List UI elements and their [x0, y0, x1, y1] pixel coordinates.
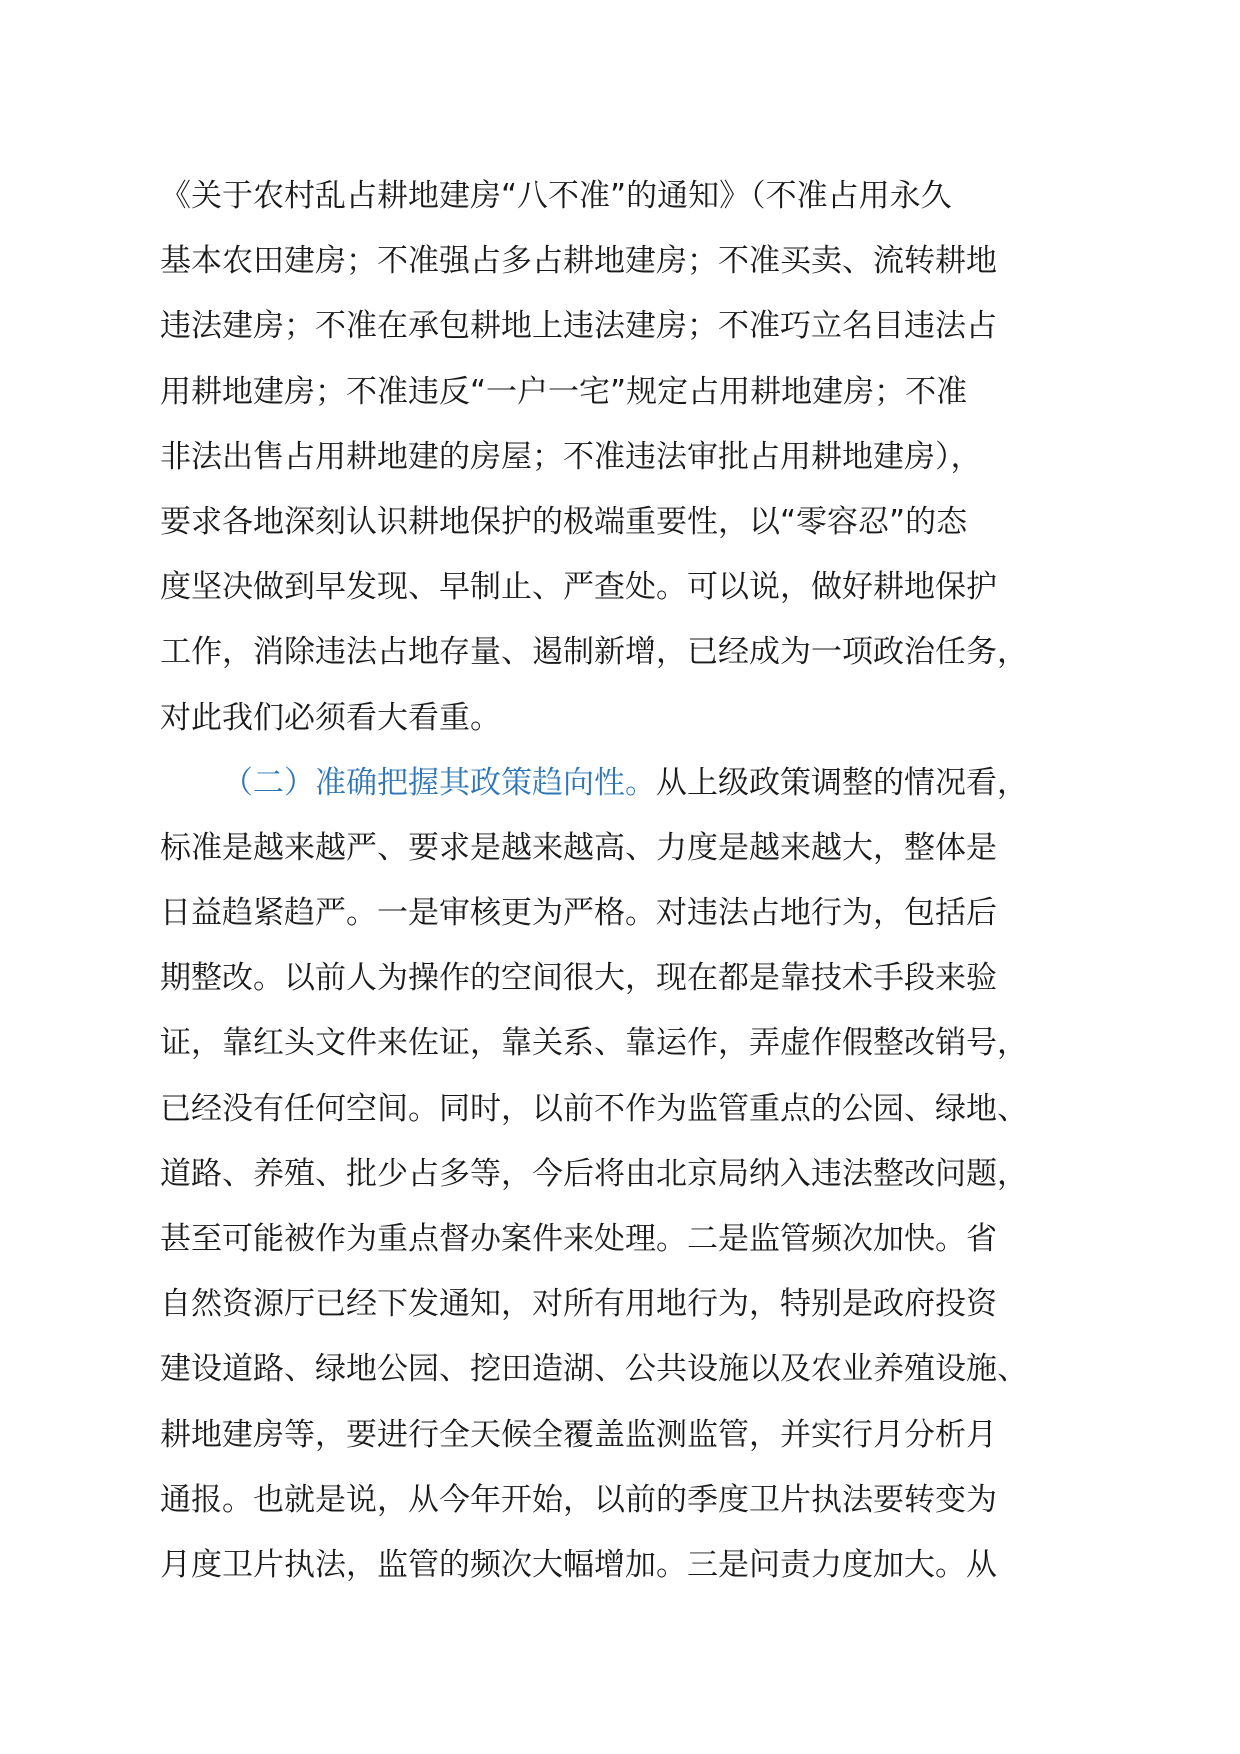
text-line: 工作，消除违法占地存量、遏制新增，已经成为一项政治任务，: [160, 634, 1028, 671]
text-line: 期整改。以前人为操作的空间很大，现在都是靠技术手段来验: [160, 960, 997, 997]
text-line: 证，靠红头文件来佐证，靠关系、靠运作，弄虚作假整改销号，: [160, 1025, 1028, 1062]
text-line: 用耕地建房；不准违反“一户一宅”规定占用耕地建房；不准: [160, 373, 968, 410]
text-line: 通报。也就是说，从今年开始，以前的季度卫片执法要转变为: [160, 1481, 997, 1518]
paragraph-2: [160, 751, 1120, 1598]
text-line: 建设道路、绿地公园、挖田造湖、公共设施以及农业养殖设施、: [160, 1351, 1028, 1388]
text-line: 标准是越来越严、要求是越来越高、力度是越来越大，整体是: [160, 829, 997, 866]
text-line: 甚至可能被作为重点督办案件来处理。二是监管频次加快。省: [160, 1221, 997, 1257]
text-line: 耕地建房等，要进行全天候全覆盖监测监管，并实行月分析月: [160, 1416, 997, 1453]
text-line: 对此我们必须看大看重。: [160, 699, 501, 736]
text-run: 从上级政策调整的情况看，: [656, 764, 1028, 801]
text-line: 基本农田建房；不准强占多占耕地建房；不准买卖、流转耕地: [160, 243, 997, 280]
text-line: 自然资源厅已经下发通知，对所有用地行为，特别是政府投资: [160, 1286, 997, 1323]
paragraph-1: [160, 164, 1120, 751]
text-line: 道路、养殖、批少占多等，今后将由北京局纳入违法整改问题，: [160, 1155, 1028, 1192]
text-line: 非法出售占用耕地建的房屋；不准违法审批占用耕地建房），: [160, 438, 982, 475]
text-line: 要求各地深刻认识耕地保护的极端重要性，以“零容忍”的态: [160, 503, 968, 540]
paragraph-2-first-line: [160, 751, 1120, 816]
text-line: 已经没有任何空间。同时，以前不作为监管重点的公园、绿地、: [160, 1090, 1028, 1127]
text-line: 违法建房；不准在承包耕地上违法建房；不准巧立名目违法占: [160, 308, 997, 345]
section-heading: （二）准确把握其政策趋向性。: [222, 764, 656, 801]
text-line: 月度卫片执法，监管的频次大幅增加。三是问责力度加大。从: [160, 1546, 997, 1583]
document-page: [160, 164, 1120, 1598]
text-line: 日益趋紧趋严。一是审核更为严格。对违法占地行为，包括后: [160, 895, 997, 932]
text-line: 《关于农村乱占耕地建房“八不准”的通知》（不准占用永久: [160, 178, 952, 214]
text-line: 度坚决做到早发现、早制止、严查处。可以说，做好耕地保护: [160, 569, 997, 606]
